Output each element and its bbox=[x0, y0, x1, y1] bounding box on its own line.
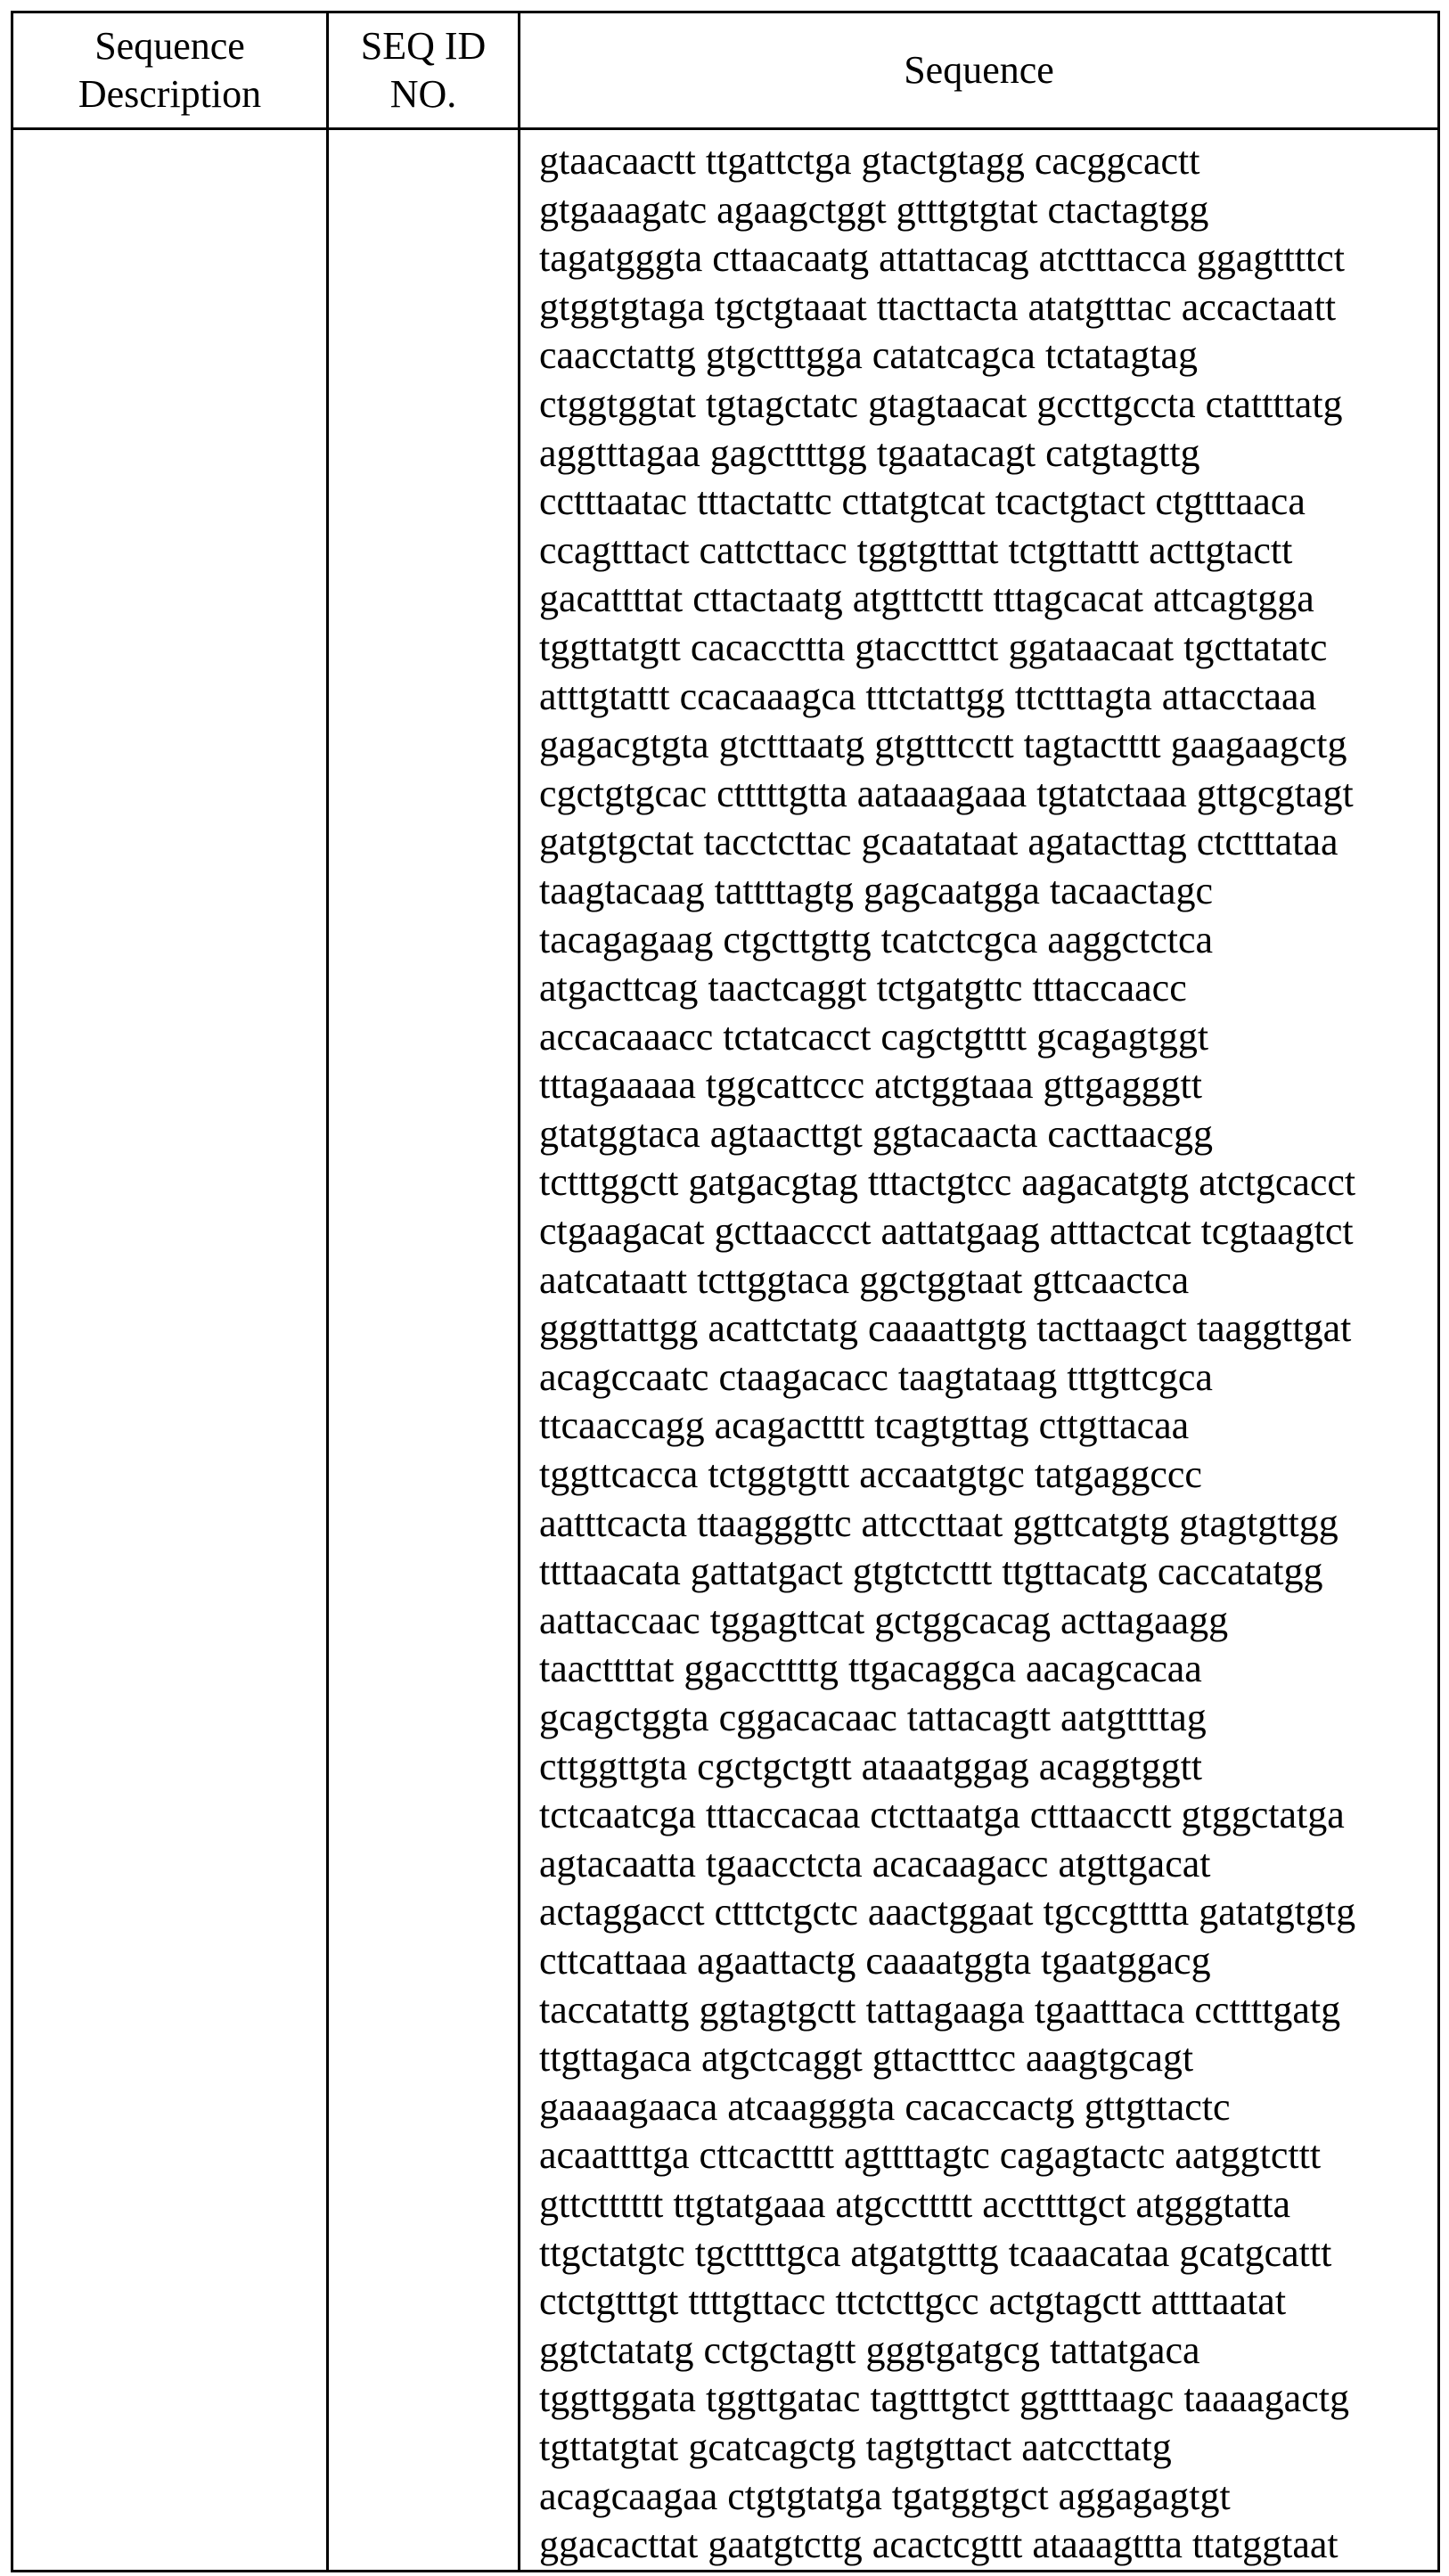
sequence-line: aatcataatt tcttggtaca ggctggtaat gttcaactca bbox=[539, 1257, 1190, 1302]
header-sequence-description bbox=[12, 12, 328, 129]
sequence-line: acaattttga cttcactttt agttttagtc cagagtactc aatggtcttt bbox=[539, 2133, 1322, 2178]
sequence-line: ttgctatgtc tgcttttgca atgatgtttg tcaaacataa gcatgcattt bbox=[539, 2230, 1332, 2275]
sequence-line: cctttaatac tttactattc cttatgtcat tcactgtact ctgtttaaca bbox=[539, 479, 1306, 524]
sequence-line: gatgtgctat tacctcttac gcaatataat agatacttag ctctttataa bbox=[539, 820, 1338, 864]
sequence-line: ccagtttact cattcttacc tggtgtttat tctgttattt acttgtactt bbox=[539, 527, 1293, 572]
sequence-line: tgttatgtat gcatcagctg tagtgttact aatccttatg bbox=[539, 2425, 1172, 2469]
sequence-line: taagtacaag tattttagtg gagcaatgga tacaactagc bbox=[539, 868, 1214, 912]
sequence-description-cell bbox=[12, 129, 328, 2572]
sequence-line: gacattttat cttactaatg atgtttcttt tttagcacat attcagtgga bbox=[539, 577, 1314, 621]
sequence-line: atgacttcag taactcaggt tctgatgttc tttaccaacc bbox=[539, 966, 1187, 1010]
header-label-line: Sequence bbox=[904, 48, 1054, 92]
seq-id-cell bbox=[328, 129, 520, 2572]
sequence-line: acagccaatc ctaagacacc taagtataag tttgttcgca bbox=[539, 1354, 1213, 1399]
sequence-text bbox=[520, 130, 1437, 2570]
sequence-line: gttctttttt ttgtatgaaa atgccttttt accttttgct atgggtatta bbox=[539, 2181, 1291, 2226]
sequence-line: tttagaaaaa tggcattccc atctggtaaa gttgagggtt bbox=[539, 1063, 1202, 1108]
sequence-line: tacagagaag ctgcttgttg tcatctcgca aaggctctca bbox=[539, 917, 1214, 961]
sequence-line: ggtctatatg cctgctagtt gggtgatgcg tattatgaca bbox=[539, 2327, 1200, 2372]
sequence-line: gtggtgtaga tgctgtaaat ttacttacta atatgtttac accactaatt bbox=[539, 284, 1337, 329]
sequence-line: ctggtggtat tgtagctatc gtagtaacat gccttgccta ctattttatg bbox=[539, 381, 1343, 426]
sequence-line: tctttggctt gatgacgtag tttactgtcc aagacatgtg atctgcacct bbox=[539, 1160, 1356, 1205]
sequence-line: ctgaagacat gcttaaccct aattatgaag atttactcat tcgtaagtct bbox=[539, 1209, 1354, 1254]
header-seq-id-no bbox=[328, 12, 520, 129]
sequence-line: aatttcacta ttaagggttc attccttaat ggttcatgtg gtagtgttgg bbox=[539, 1501, 1338, 1545]
sequence-line: gtaacaactt ttgattctga gtactgtagg cacggcactt bbox=[539, 139, 1200, 183]
table-row bbox=[12, 129, 1439, 2572]
sequence-line: ttttaacata gattatgact gtgtctcttt ttgttacatg caccatatgg bbox=[539, 1550, 1323, 1594]
sequence-line: tagatgggta cttaacaatg attattacag atctttacca ggagttttct bbox=[539, 236, 1345, 281]
sequence-line: tggttatgtt cacaccttta gtacctttct ggataacaat tgcttatatc bbox=[539, 625, 1328, 669]
sequence-line: ggacacttat gaatgtcttg acactcgttt ataaagttta ttatggtaat bbox=[539, 2523, 1338, 2567]
sequence-line: aggtttagaa gagcttttgg tgaatacagt catgtagttg bbox=[539, 430, 1200, 475]
sequence-line: atttgtattt ccacaaagca tttctattgg ttctttagta attacctaaa bbox=[539, 674, 1317, 718]
sequence-line: tctcaatcga tttaccacaa ctcttaatga ctttaacctt gtggctatga bbox=[539, 1793, 1345, 1837]
sequence-line: cttggttgta cgctgctgtt ataaatggag acaggtggtt bbox=[539, 1744, 1203, 1788]
sequence-line: tggttcacca tctggtgttt accaatgtgc tatgaggccc bbox=[539, 1452, 1202, 1497]
sequence-line: gggttattgg acattctatg caaaattgtg tacttaagct taaggttgat bbox=[539, 1306, 1352, 1351]
sequence-line: actaggacct ctttctgctc aaactggaat tgccgtttta gatatgtgtg bbox=[539, 1890, 1356, 1934]
sequence-line: acagcaagaa ctgtgtatga tgatggtgct aggagagtgt bbox=[539, 2474, 1231, 2518]
sequence-line: ctctgtttgt ttttgttacc ttctcttgcc actgtagctt attttaatat bbox=[539, 2279, 1287, 2324]
header-label-line: Sequence bbox=[94, 24, 245, 68]
sequence-line: cttcattaaa agaattactg caaaatggta tgaatggacg bbox=[539, 1938, 1211, 1983]
sequence-table bbox=[11, 11, 1440, 2572]
sequence-line: gcagctggta cggacacaac tattacagtt aatgttttag bbox=[539, 1696, 1207, 1739]
sequence-line: tggttggata tggttgatac tagtttgtct ggttttaagc taaaagactg bbox=[539, 2376, 1349, 2421]
sequence-line: ttcaaccagg acagactttt tcagtgttag cttgttacaa bbox=[539, 1403, 1190, 1448]
sequence-line: accacaaacc tctatcacct cagctgtttt gcagagtggt bbox=[539, 1014, 1209, 1059]
sequence-line: taccatattg ggtagtgctt tattagaaga tgaatttaca ccttttgatg bbox=[539, 1987, 1341, 2032]
sequence-line: cgctgtgcac ctttttgtta aataaagaaa tgtatctaaa gttgcgtagt bbox=[539, 771, 1354, 815]
sequence-line: gtgaaagatc agaagctggt gtttgtgtat ctactagtgg bbox=[539, 187, 1209, 232]
sequence-line: gtatggtaca agtaacttgt ggtacaacta cacttaacgg bbox=[539, 1111, 1214, 1156]
sequence-line: taacttttat ggaccttttg ttgacaggca aacagcacaa bbox=[539, 1647, 1202, 1691]
header-sequence bbox=[520, 12, 1439, 129]
sequence-line: caacctattg gtgctttgga catatcagca tctatagtag bbox=[539, 333, 1198, 378]
header-row bbox=[12, 12, 1439, 129]
sequence-cell bbox=[520, 129, 1439, 2572]
sequence-line: aattaccaac tggagttcat gctggcacag acttagaagg bbox=[539, 1598, 1229, 1642]
sequence-line: gaaaagaaca atcaagggta cacaccactg gttgttactc bbox=[539, 2084, 1231, 2129]
header-label-line: Description bbox=[78, 72, 262, 116]
sequence-line: ttgttagaca atgctcaggt gttactttcc aaagtgcagt bbox=[539, 2036, 1194, 2081]
sequence-line: agtacaatta tgaacctcta acacaagacc atgttgacat bbox=[539, 1841, 1211, 1885]
sequence-line: gagacgtgta gtctttaatg gtgtttcctt tagtactttt gaagaagctg bbox=[539, 723, 1347, 767]
header-label-line: SEQ ID bbox=[360, 24, 487, 68]
header-label-line: NO. bbox=[389, 72, 457, 116]
